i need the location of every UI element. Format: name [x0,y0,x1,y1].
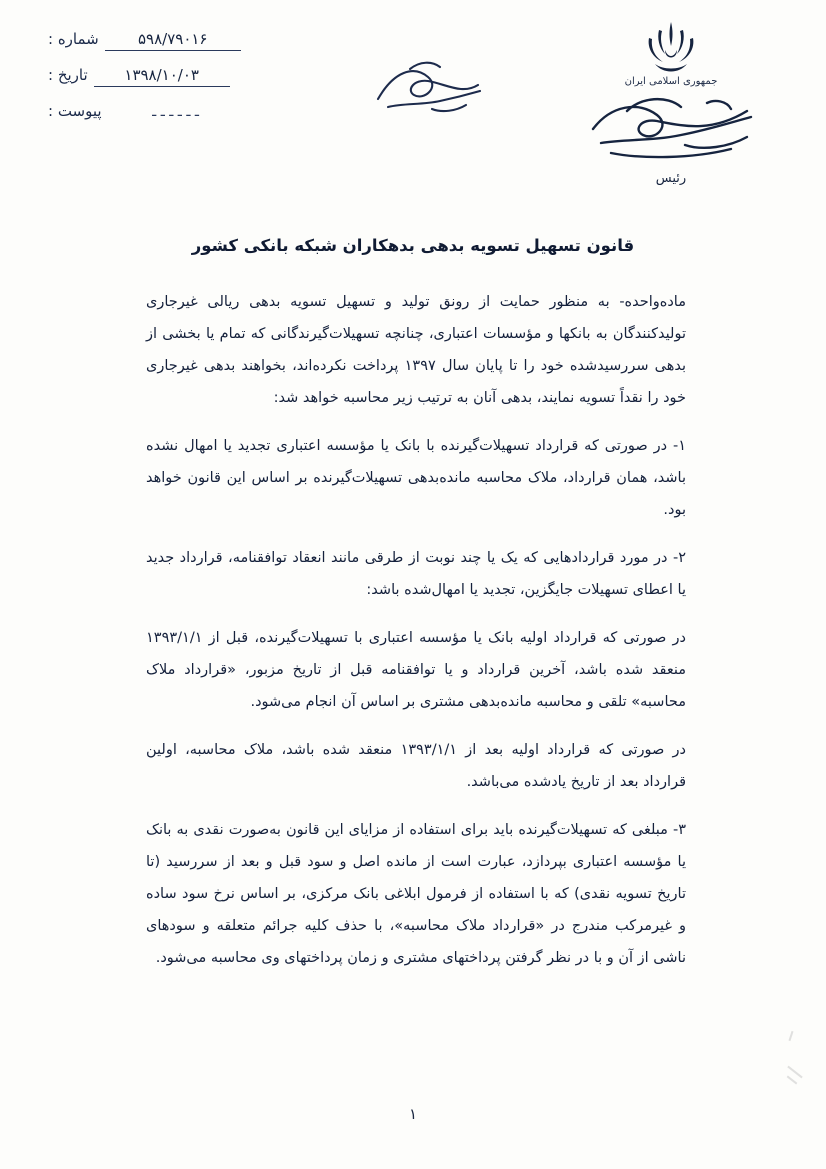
paragraph-2: ۱- در صورتی که قرارداد تسهیلات‌گیرنده با بانک یا مؤسسه اعتباری تجدید یا امهال نشده باشد، همان قرارداد، ملاک محاسبه مانده‌بدهی تسهیلات‌گیرنده بر اساس این قانون خواهد بود. [146,438,686,518]
paragraph-4: در صورتی که قرارداد اولیه بانک یا مؤسسه اعتباری با تسهیلات‌گیرنده، قبل از ۱۳۹۳/۱/۱ منعقد شده باشد، آخرین قرارداد و یا توافقنامه قبل از تاریخ مزبور، «قرارداد ملاک محاسبه» تلقی و محاسبه مانده‌بدهی مشتری بر اساس آن انجام می‌شود. [146,630,686,710]
emblem-caption: جمهوری اسلامی ایران [624,76,718,87]
parliament-emblem [576,18,766,208]
paragraph-1: ماده‌واحده- به منظور حمایت از رونق تولید و تسهیل تسویه بدهی ریالی غیرجاری تولیدکنندگان به بانکها و مؤسسات اعتباری، چنانچه تسهیلات‌گیرندگانی که تمام یا بخشی از بدهی سررسیدشده خود را تا پایان سال ۱۳۹۷ پرداخت نکرده‌اند، بخواهند بدهی غیرجاری خود را نقداً تسویه نمایند، بدهی آنان به ترتیب زیر محاسبه خواهد شد: [146,294,687,406]
majlis-calligraphy-icon [581,89,761,167]
letterhead-field-attachment [48,102,278,138]
emblem-role: رئیس [655,171,687,186]
number-value: ۵۹۸/۷۹۰۱۶ [105,30,241,51]
attachment-label: پیوست : [48,102,102,120]
letterhead-field-date [48,66,278,102]
document-body [146,286,686,990]
scan-artifact [787,1076,798,1085]
signature-mark [370,55,490,125]
letterhead-fields [48,30,278,138]
scan-artifact [789,1031,794,1041]
letterhead [0,0,826,225]
date-value: ۱۳۹۸/۱۰/۰۳ [94,66,230,87]
paragraph-5: در صورتی که قرارداد اولیه بعد از ۱۳۹۳/۱/۱ منعقد شده باشد، ملاک محاسبه، اولین قرارداد بعد از تاریخ یادشده می‌باشد. [146,742,686,790]
page-number: ۱ [408,1105,418,1123]
letterhead-field-number [48,30,278,66]
paragraph-3: ۲- در مورد قراردادهایی که یک یا چند نوبت از طرقی مانند انعقاد توافقنامه، قرارداد جدید یا اعطای تسهیلات جایگزین، تجدید یا امهال‌شده باشد: [146,550,686,598]
date-label: تاریخ : [48,66,88,84]
document-title: قانون تسهیل تسویه بدهی بدهکاران شبکه بانکی کشور [191,236,635,255]
attachment-value: ـ ـ ـ ـ ـ ـ [152,104,200,120]
number-label: شماره : [48,30,99,48]
paragraph-6: ۳- مبلغی که تسهیلات‌گیرنده باید برای استفاده از مزایای این قانون به‌صورت نقدی به بانک یا مؤسسه اعتباری بپردازد، عبارت است از مانده اصل و سود قبل و بعد از سررسید (تا تاریخ تسویه نقدی) که با استفاده از فرمول ابلاغی بانک مرکزی، بر اساس نرخ سود ساده و غیرمرکب مندرج در «قرارداد ملاک محاسبه»، با حذف کلیه جرائم متعلقه و سودهای ناشی از آن و با در نظر گرفتن پرداختهای مشتری و زمان پرداختهای وی محاسبه می‌شود. [146,822,686,966]
iran-emblem-icon [635,18,707,74]
